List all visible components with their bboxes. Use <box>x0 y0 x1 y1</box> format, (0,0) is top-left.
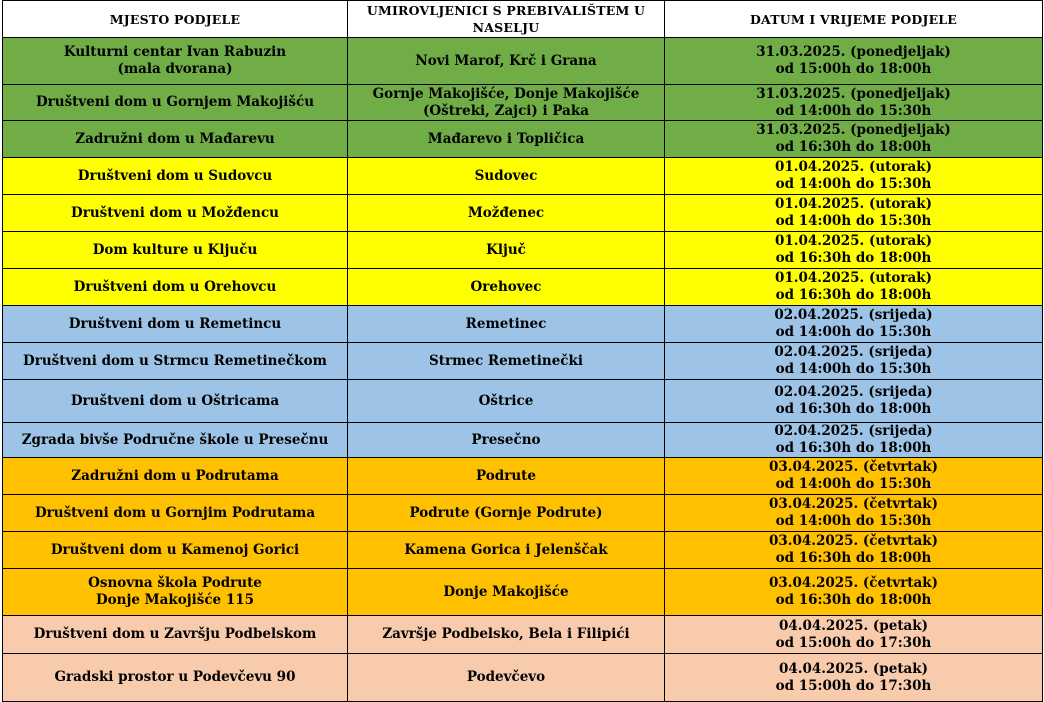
table-row <box>3 195 1043 232</box>
header-pensioners: UMIROVLJENICI S PREBIVALIŠTEM U NASELJU <box>348 1 665 38</box>
location-cell <box>3 458 348 495</box>
location-cell-text: Društveni dom u Gornjim Podrutama <box>34 504 316 521</box>
settlements-cell <box>348 654 665 702</box>
datetime-cell <box>665 343 1043 380</box>
datetime-cell-text: 01.04.2025. (utorak) <box>775 270 932 286</box>
settlements-cell-text: Presečno <box>471 431 541 448</box>
settlements-cell-text: Podevčevo <box>466 669 546 685</box>
location-cell-text: (mala dvorana) <box>117 61 233 77</box>
location-cell <box>3 85 348 121</box>
location-cell-text: Društveni dom u Oštricama <box>70 392 280 409</box>
datetime-cell-text: od 16:30h do 18:00h <box>775 401 932 417</box>
settlements-cell <box>348 269 665 306</box>
header-location: MJESTO PODJELE <box>3 1 348 38</box>
location-cell <box>3 121 348 158</box>
location-cell <box>3 423 348 458</box>
datetime-cell-text: 03.04.2025. (četvrtak) <box>768 459 939 475</box>
settlements-cell <box>348 85 665 121</box>
datetime-cell-text: od 14:00h do 15:30h <box>775 324 932 340</box>
datetime-cell-text: od 14:00h do 15:30h <box>775 361 932 377</box>
location-cell <box>3 616 348 654</box>
settlements-cell <box>348 195 665 232</box>
settlements-cell <box>348 158 665 195</box>
datetime-cell-text: od 15:00h do 17:30h <box>775 634 932 651</box>
table-row <box>3 458 1043 495</box>
settlements-cell <box>348 569 665 616</box>
datetime-cell-text: od 15:00h do 17:30h <box>775 677 932 694</box>
datetime-cell-text: od 16:30h do 18:00h <box>775 440 932 456</box>
table-row <box>3 532 1043 569</box>
settlements-cell-text: (Oštreki, Zajci) i Paka <box>423 102 589 119</box>
datetime-cell <box>665 232 1043 269</box>
datetime-cell <box>665 38 1043 85</box>
datetime-cell-text: 02.04.2025. (srijeda) <box>774 384 933 400</box>
datetime-cell-text: 31.03.2025. (ponedjeljak) <box>756 85 951 102</box>
datetime-cell-text: 04.04.2025. (petak) <box>778 617 929 634</box>
settlements-cell <box>348 306 665 343</box>
datetime-cell-text: 02.04.2025. (srijeda) <box>774 423 933 439</box>
datetime-cell-text: 31.03.2025. (ponedjeljak) <box>756 44 951 60</box>
datetime-cell <box>665 423 1043 458</box>
datetime-cell-text: od 16:30h do 18:00h <box>775 250 932 266</box>
location-cell-text: Zadružni dom u Mađarevu <box>75 130 275 147</box>
table-row <box>3 269 1043 306</box>
location-cell <box>3 654 348 702</box>
settlements-cell-text: Završje Podbelsko, Bela i Filipići <box>382 626 630 642</box>
datetime-cell-text: od 14:00h do 15:30h <box>775 476 932 492</box>
location-cell <box>3 232 348 269</box>
location-cell <box>3 532 348 569</box>
datetime-cell-text: 31.03.2025. (ponedjeljak) <box>756 122 951 138</box>
location-cell <box>3 569 348 616</box>
distribution-schedule-table <box>2 0 1043 702</box>
datetime-cell-text: 03.04.2025. (četvrtak) <box>768 533 939 549</box>
settlements-cell-text: Novi Marof, Krč i Grana <box>415 52 597 69</box>
table-row <box>3 343 1043 380</box>
datetime-cell-text: 01.04.2025. (utorak) <box>775 159 932 175</box>
datetime-cell <box>665 306 1043 343</box>
datetime-cell-text: 03.04.2025. (četvrtak) <box>768 496 939 512</box>
datetime-cell-text: od 16:30h do 18:00h <box>775 287 932 303</box>
settlements-cell <box>348 532 665 569</box>
datetime-cell <box>665 195 1043 232</box>
settlements-cell-text: Oštrice <box>478 392 534 409</box>
datetime-cell-text: od 14:00h do 15:30h <box>775 513 932 529</box>
table-row <box>3 569 1043 616</box>
location-cell-text: Društveni dom u Strmcu Remetinečkom <box>23 352 327 369</box>
datetime-cell <box>665 121 1043 158</box>
table-row <box>3 158 1043 195</box>
settlements-cell-text: Kamena Gorica i Jelenščak <box>404 541 608 558</box>
datetime-cell-text: od 14:00h do 15:30h <box>775 213 932 229</box>
table-row <box>3 306 1043 343</box>
location-cell-text: Društveni dom u Gornjem Makojišću <box>35 94 315 110</box>
datetime-cell-text: 01.04.2025. (utorak) <box>775 196 932 212</box>
table-header-row <box>3 1 1043 38</box>
settlements-cell-text: Mađarevo i Topličica <box>427 130 585 147</box>
settlements-cell <box>348 121 665 158</box>
location-cell-text: Zgrada bivše Područne škole u Presečnu <box>21 431 329 448</box>
datetime-cell-text: od 16:30h do 18:00h <box>775 550 932 566</box>
table-row <box>3 654 1043 702</box>
location-cell-text: Kulturni centar Ivan Rabuzin <box>63 44 287 60</box>
location-cell <box>3 495 348 532</box>
location-cell-text: Društveni dom u Završju Podbelskom <box>33 626 317 642</box>
settlements-cell <box>348 495 665 532</box>
location-cell <box>3 158 348 195</box>
settlements-cell <box>348 38 665 85</box>
table-row <box>3 121 1043 158</box>
table-row <box>3 85 1043 121</box>
datetime-cell-text: od 16:30h do 18:00h <box>775 592 932 608</box>
location-cell-text: Društveni dom u Kamenoj Gorici <box>50 541 300 558</box>
datetime-cell-text: 04.04.2025. (petak) <box>778 660 929 677</box>
settlements-cell-text: Podrute (Gornje Podrute) <box>409 504 603 521</box>
table-row <box>3 232 1043 269</box>
location-cell <box>3 269 348 306</box>
location-cell-text: Osnovna škola Podrute <box>88 575 262 591</box>
settlements-cell-text: Sudovec <box>474 167 538 184</box>
header-datetime: DATUM I VRIJEME PODJELE <box>665 1 1043 38</box>
datetime-cell-text: od 14:00h do 15:30h <box>775 176 932 192</box>
settlements-cell-text: Orehovec <box>470 278 542 295</box>
location-cell-text: Društveni dom u Sudovcu <box>77 167 273 184</box>
datetime-cell <box>665 654 1043 702</box>
table-row <box>3 38 1043 85</box>
table-row <box>3 616 1043 654</box>
settlements-cell-text: Možđenec <box>467 204 545 221</box>
location-cell-text: Društveni dom u Orehovcu <box>73 278 277 295</box>
settlements-cell-text: Podrute <box>476 467 536 484</box>
settlements-cell <box>348 423 665 458</box>
settlements-cell <box>348 458 665 495</box>
table-body <box>3 38 1043 702</box>
datetime-cell-text: od 16:30h do 18:00h <box>775 139 932 155</box>
location-cell <box>3 195 348 232</box>
datetime-cell <box>665 380 1043 423</box>
table-row <box>3 495 1043 532</box>
location-cell <box>3 38 348 85</box>
datetime-cell-text: 03.04.2025. (četvrtak) <box>768 575 939 591</box>
datetime-cell <box>665 616 1043 654</box>
datetime-cell <box>665 532 1043 569</box>
settlements-cell-text: Donje Makojišće <box>443 583 569 600</box>
settlements-cell-text: Gornje Makojišće, Donje Makojišće <box>372 85 640 102</box>
settlements-cell-text: Remetinec <box>465 315 547 332</box>
datetime-cell-text: 02.04.2025. (srijeda) <box>774 307 933 323</box>
location-cell-text: Društveni dom u Remetincu <box>68 315 282 332</box>
settlements-cell <box>348 232 665 269</box>
settlements-cell <box>348 380 665 423</box>
location-cell-text: Zadružni dom u Podrutama <box>71 467 279 484</box>
datetime-cell-text: od 15:00h do 18:00h <box>775 61 932 77</box>
datetime-cell-text: od 14:00h do 15:30h <box>775 102 932 119</box>
settlements-cell-text: Ključ <box>486 241 526 258</box>
datetime-cell <box>665 495 1043 532</box>
datetime-cell-text: 02.04.2025. (srijeda) <box>774 344 933 360</box>
datetime-cell <box>665 458 1043 495</box>
datetime-cell <box>665 569 1043 616</box>
settlements-cell <box>348 616 665 654</box>
table-row <box>3 380 1043 423</box>
datetime-cell <box>665 85 1043 121</box>
location-cell-text: Donje Makojišće 115 <box>95 592 255 608</box>
location-cell-text: Gradski prostor u Podevčevu 90 <box>54 669 296 685</box>
location-cell <box>3 380 348 423</box>
location-cell <box>3 306 348 343</box>
datetime-cell-text: 01.04.2025. (utorak) <box>775 233 932 249</box>
location-cell <box>3 343 348 380</box>
datetime-cell <box>665 269 1043 306</box>
location-cell-text: Dom kulture u Ključu <box>92 241 258 258</box>
location-cell-text: Društveni dom u Možđencu <box>71 204 279 221</box>
settlements-cell-text: Strmec Remetinečki <box>428 352 584 369</box>
table-row <box>3 423 1043 458</box>
settlements-cell <box>348 343 665 380</box>
datetime-cell <box>665 158 1043 195</box>
